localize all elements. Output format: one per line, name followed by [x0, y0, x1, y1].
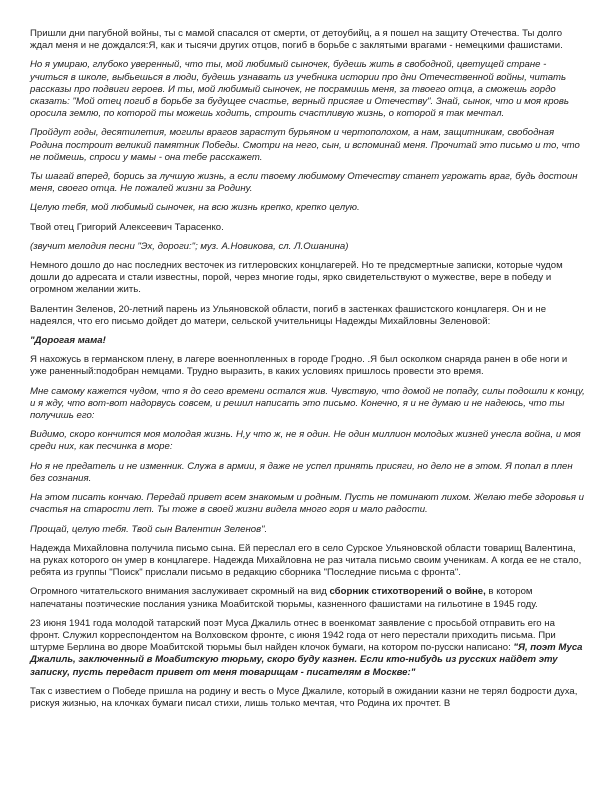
text-run-bold: сборник стихотворений о войне,	[329, 586, 486, 598]
paragraph: Мне самому кажется чудом, что я до сего времени остался жив. Чувствую, что домой не попаду, силы подошли к концу, и я жду, что вот-вот надорвусь совсем, и решил написать это письмо. Конечно, я и не думаю и не надеюсь, что ты получишь его:	[30, 385, 585, 422]
paragraph	[30, 618, 585, 679]
document-page	[30, 28, 585, 717]
paragraph: Так с известием о Победе пришла на родину и весть о Мусе Джалиле, который в ожидании казни не терял бодрости духа, рискуя жизнью, на клочках бумаги писал стихи, лишь только мечтая, что Родина их прочтет. В	[30, 685, 578, 709]
text-run-bold-italic: "Я, поэт Муса Джалиль, заключенный в Моабитскую тюрьму, скоро буду казнен. Если кто-нибудь из русских найдет эту записку, пусть передаст привет от меня товарищам - писателям в Москве:"	[30, 642, 583, 678]
paragraph: Но я не предатель и не изменник. Служа в армии, я даже не успел принять присяги, но дело не в этом. Я попал в плен без сознания.	[30, 460, 573, 484]
paragraph: Видимо, скоро кончится моя молодая жизнь. Н,у что ж, не я один. Не один миллион молодых жизней унесла война, и моя среди них, как песчинка в море:	[30, 429, 581, 453]
paragraph: Но я умираю, глубоко уверенный, что ты, мой любимый сыночек, будешь жить в свободной, цветущей стране - учиться в школе, выбьешься в люди, будешь узнавать из учебника истории про дни Отечественной войны, читать рассказы про подвиги героев. И ты, мой любимый сыночек, не посрамишь меня, за твоего отца, а сможешь гордо сказать: "Мой отец погиб в борьбе за будущее счастье, верный присяге и Отечеству". Знай, сынок, что и моя кровь оросила землю, по которой ты можешь ходить, строить счастливую жизнь, о которой я так мечтал.	[30, 59, 569, 120]
paragraph: Ты шагай вперед, борись за лучшую жизнь, а если твоему любимому Отечеству станет угрожать враг, будь достоин меня, своего отца. Не пожалей жизни за Родину.	[30, 171, 578, 195]
signature-line: Твой отец Григорий Алексеевич Тарасенко.	[30, 221, 224, 233]
text-run: 23 июня 1941 года молодой татарский поэт Муса Джалиль отнес в военкомат заявление с просьбой отправить его на фронт. Служил корреспондентом на Волховском фронте, с июня 1942 года от него перестали приходить письма. При штурме Берлина во дворе Моабитской тюрьмы был найден клочок бумаги, на котором по-русски написано:	[30, 617, 556, 654]
paragraph	[30, 586, 585, 610]
paragraph: Целую тебя, мой любимый сыночек, на всю жизнь крепко, крепко целую.	[30, 202, 360, 214]
paragraph: Валентин Зеленов, 20-летний парень из Ульяновской области, погиб в застенках фашистского концлагеря. Он и не надеялся, что его письмо дойдет до матери, сельской учительницы Надежды Михайловны Зеленовой:	[30, 303, 547, 327]
paragraph: Пришли дни пагубной войны, ты с мамой спасался от смерти, от детоубийц, а я пошел на защиту Отечества. Ты долго ждал меня и не дождался:Я, как и тысячи других отцов, погиб в борьбе с заклятыми врагами - немецкими фашистами.	[30, 28, 563, 52]
text-run: Огромного читательского внимания заслуживает скромный на вид	[30, 586, 330, 598]
music-note: (звучит мелодия песни "Эх, дороги:"; муз. А.Новикова, сл. Л.Ошанина)	[30, 240, 349, 252]
paragraph: Немного дошло до нас последних весточек из гитлеровских концлагерей. Но те предсмертные записки, которые чудом дошли до адресата и стали известны, порой, через многие годы, ярко свидетельствуют о мужестве, вере в победу и огромном желании жить.	[30, 260, 563, 296]
paragraph: На этом писать кончаю. Передай привет всем знакомым и родным. Пусть не поминают лихом. Желаю тебе здоровья и счастья на старости лет. Ты тоже в своей жизни видела много горя и мало радости.	[30, 492, 585, 516]
letter-signoff: Прощай, целую тебя. Твой сын Валентин Зеленов".	[30, 523, 268, 535]
paragraph: Пройдут годы, десятилетия, могилы врагов зарастут бурьяном и чертополохом, а нам, защитникам, свободная Родина построит великий памятник Победы. Смотри на него, сын, и вспоминай меня. Прочитай это письмо и то, что не поймешь, спроси у мамы - она тебе расскажет.	[30, 127, 580, 163]
paragraph: Я нахожусь в германском плену, в лагере военнопленных в городе Гродно. .Я был осколком снаряда ранен в обе ноги и уже раненный:подобран немцами. Трудно выразить, в каких условиях пришлось провести это время.	[30, 354, 568, 378]
paragraph: Надежда Михайловна получила письмо сына. Ей переслал его в село Сурское Ульяновской области товарищ Валентина, на руках которого он умер в концлагере. Надежда Михайловна не раз читала письмо своим ученикам. А когда ее не стало, ребята из группы "Поиск" прислали письмо в редакцию сборника "Последние письма с фронта".	[30, 542, 582, 579]
text-run: в котором напечатаны поэтические послания узника Моабитской тюрьмы, казненного фашистами на гильотине в 1945 году.	[30, 586, 538, 610]
letter-greeting: "Дорогая мама!	[30, 335, 106, 347]
